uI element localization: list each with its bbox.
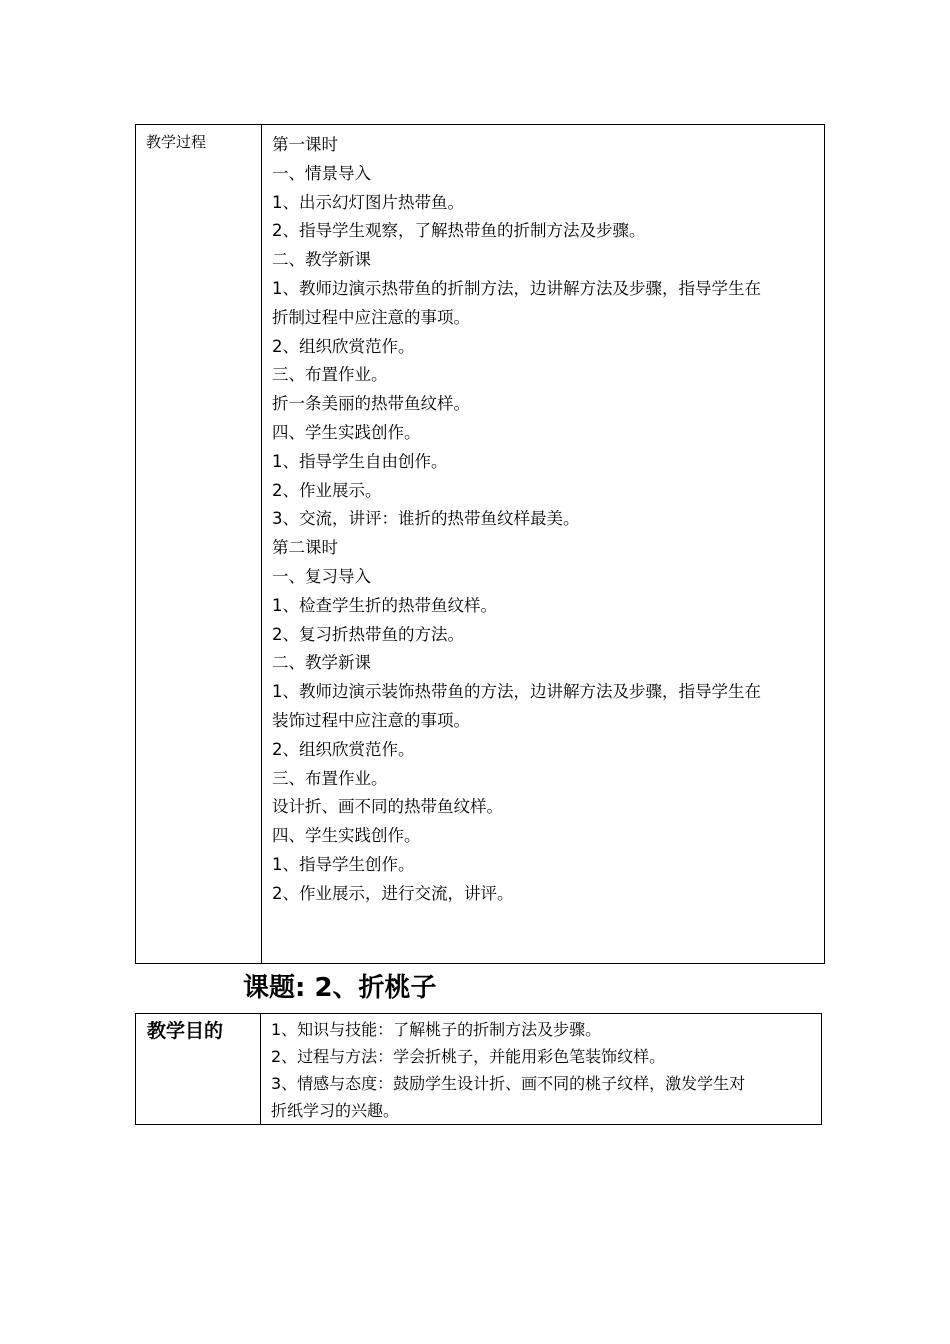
process-line: 2、组织欣赏范作。 [272,336,415,356]
teaching-process-label: 教学过程 [136,125,262,963]
process-line: 装饰过程中应注意的事项。 [272,710,470,730]
process-line: 1、教师边演示热带鱼的折制方法，边讲解方法及步骤，指导学生在 [272,278,761,298]
teaching-objectives-table [135,1013,822,1125]
process-line: 1、出示幻灯图片热带鱼。 [272,192,464,212]
process-line: 二、教学新课 [272,653,371,673]
process-line: 一、情景导入 [272,163,371,183]
process-line: 三、布置作业。 [272,768,388,788]
process-line: 3、交流，讲评：谁折的热带鱼纹样最美。 [272,509,580,529]
process-line: 设计折、画不同的热带鱼纹样。 [272,797,503,817]
process-line: 第一课时 [272,135,338,154]
objective-line: 2、过程与方法：学会折桃子，并能用彩色笔装饰纹样。 [271,1047,666,1066]
process-line: 一、复习导入 [272,566,371,586]
process-line: 第二课时 [272,538,338,558]
process-line: 2、作业展示，进行交流，讲评。 [272,883,514,903]
process-line: 1、教师边演示装饰热带鱼的方法，边讲解方法及步骤，指导学生在 [272,682,761,702]
process-line: 2、复习折热带鱼的方法。 [272,624,464,644]
process-line: 1、检查学生折的热带鱼纹样。 [272,595,497,615]
process-line: 折制过程中应注意的事项。 [272,307,470,327]
process-line: 四、学生实践创作。 [272,826,421,846]
process-line: 1、指导学生自由创作。 [272,451,448,471]
teaching-objectives-content [261,1014,821,1124]
process-line: 1、指导学生创作。 [272,854,415,874]
process-line: 四、学生实践创作。 [272,422,421,442]
process-line: 2、作业展示。 [272,480,382,500]
objective-line: 3、情感与态度：鼓励学生设计折、画不同的桃子纹样，激发学生对 [271,1074,746,1093]
teaching-process-table [135,124,825,964]
process-line: 2、组织欣赏范作。 [272,739,415,759]
process-line: 三、布置作业。 [272,365,388,385]
process-line: 折一条美丽的热带鱼纹样。 [272,394,470,414]
objective-line: 折纸学习的兴趣。 [271,1101,400,1120]
teaching-objectives-label: 教学目的 [136,1014,261,1124]
process-line: 二、教学新课 [272,250,371,270]
lesson-title: 课题: 2、折桃子 [243,973,437,1003]
objective-line: 1、知识与技能：了解桃子的折制方法及步骤。 [271,1020,602,1039]
process-line: 2、指导学生观察，了解热带鱼的折制方法及步骤。 [272,221,646,241]
teaching-process-content [262,125,824,963]
